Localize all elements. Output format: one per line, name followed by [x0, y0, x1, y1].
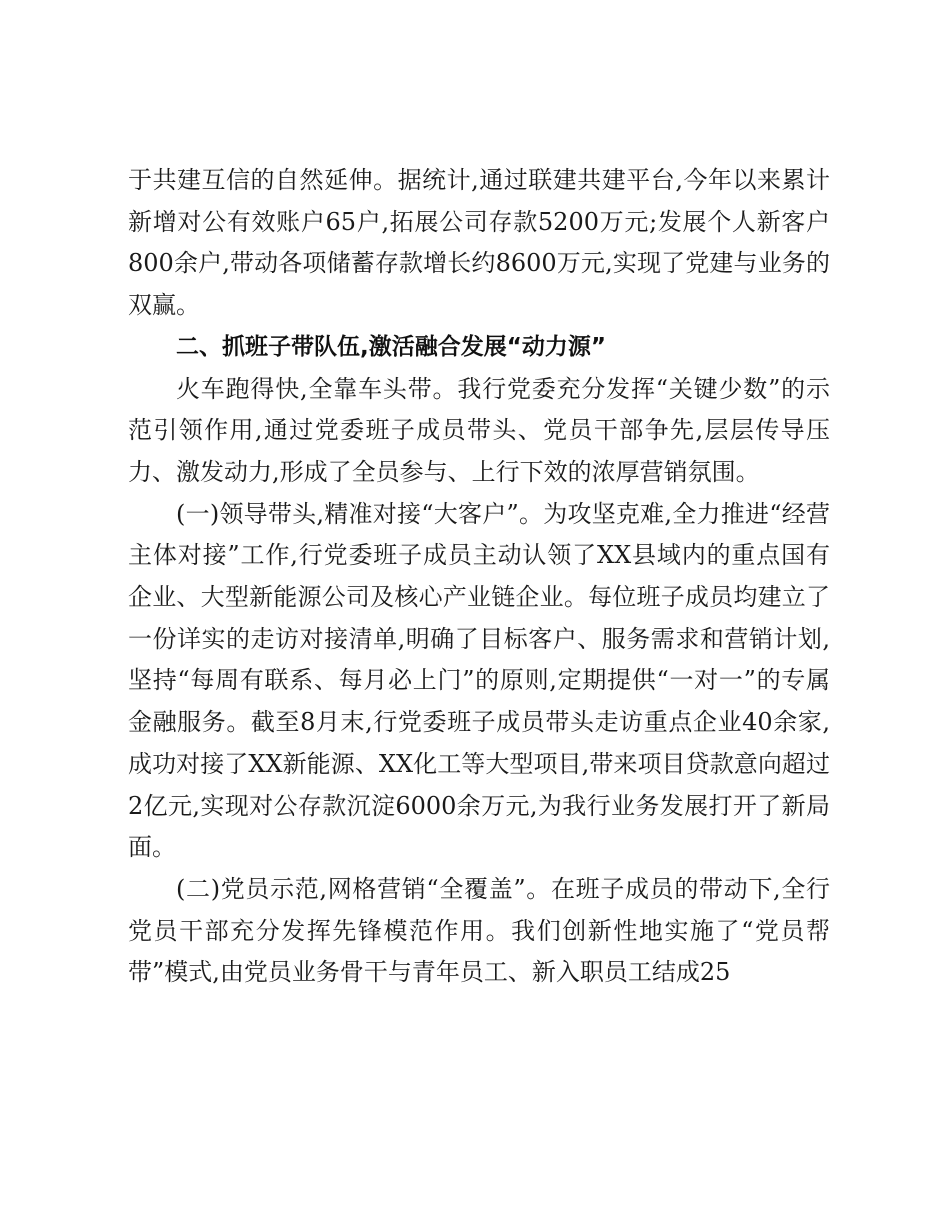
paragraph-subsection-2: (二)党员示范,网格营销“全覆盖”。在班子成员的带动下,全行党员干部充分发挥先锋模范作用。我们创新性地实施了“党员帮带”模式,由党员业务骨干与青年员工、新入职员工结成25	[128, 874, 830, 987]
section-heading-2: 二、抓班子带队伍,激活融合发展“动力源”	[176, 333, 606, 360]
paragraph-intro: 火车跑得快,全靠车头带。我行党委充分发挥“关键少数”的示范引领作用,通过党委班子成员带头、党员干部争先,层层传导压力、激发动力,形成了全员参与、上行下效的浓厚营销氛围。	[128, 374, 830, 486]
document-body	[128, 160, 830, 994]
paragraph-subsection-1: (一)领导带头,精准对接“大客户”。为攻坚克难,全力推进“经营主体对接”工作,行党委班子成员主动认领了XX县域内的重点国有企业、大型新能源公司及核心产业链企业。每位班子成员均建立了一份详实的走访对接清单,明确了目标客户、服务需求和营销计划,坚持“每周有联系、每月必上门”的原则,定期提供“一对一”的专属金融服务。截至8月末,行党委班子成员带头走访重点企业40余家,成功对接了XX新能源、XX化工等大型项目,带来项目贷款意向超过2亿元,实现对公存款沉淀6000余万元,为我行业务发展打开了新局面。	[128, 499, 830, 862]
paragraph-continuation: 于共建互信的自然延伸。据统计,通过联建共建平台,今年以来累计新增对公有效账户65户,拓展公司存款5200万元;发展个人新客户800余户,带动各项储蓄存款增长约8600万元,实现了党建与业务的双赢。	[128, 166, 830, 320]
